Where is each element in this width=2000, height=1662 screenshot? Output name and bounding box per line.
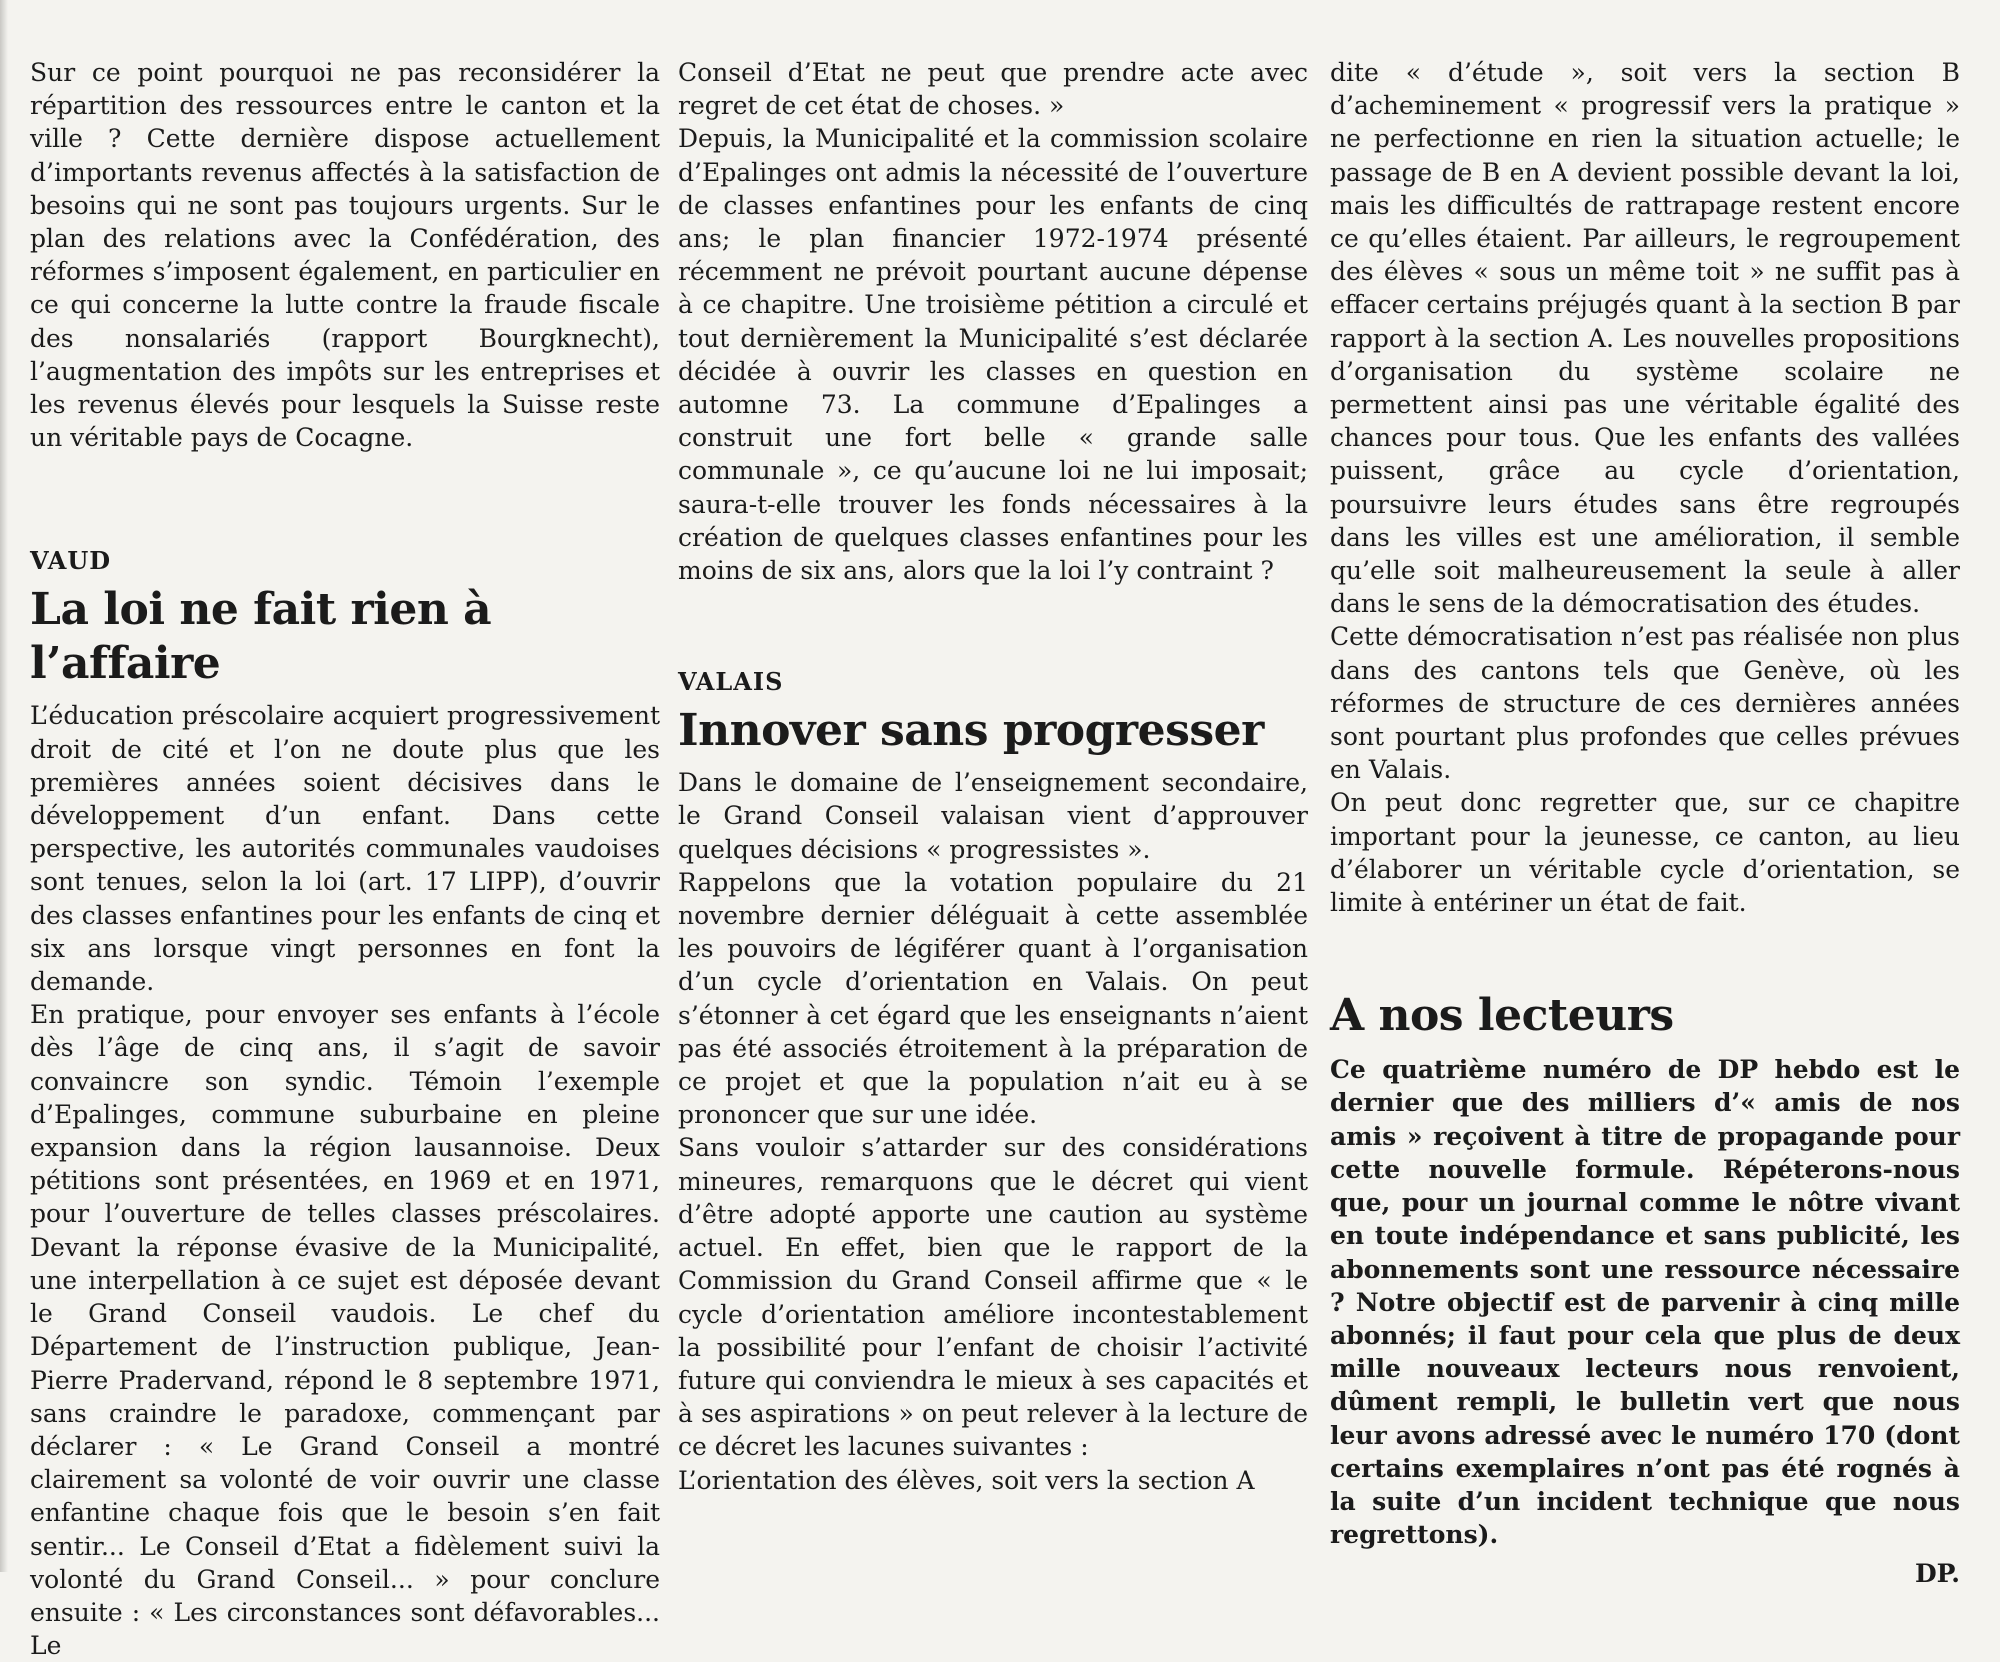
column-1: [30, 56, 660, 1662]
section-label-valais: VALAIS: [678, 667, 784, 697]
valais-paragraph-1: Dans le domaine de l’enseignement secondaire, le Grand Conseil valaisan vient d’approuver quelques décisions « progressistes ».: [678, 768, 1308, 864]
headline-valais: Innover sans progresser: [678, 705, 1264, 757]
valais-paragraph-3: Sans vouloir s’attarder sur des considérations mineures, remarquons que le décret qui vient d’être adopté apporte une caution au système actuel. En effet, bien que le rapport de la Commission du Grand Conseil affirme que « le cycle d’orientation améliore incontestablement la possibilité pour l’enfant de choisir l’activité future qui conviendra le mieux à ses capacités et à ses aspirations » on peut relever à la lecture de ce décret les lacunes suivantes :: [678, 1133, 1308, 1462]
valais-paragraph-4: L’orientation des élèves, soit vers la section A: [678, 1465, 1255, 1495]
valais-paragraph-6: On peut donc regretter que, sur ce chapitre important pour la jeunesse, ce canton, au lieu d’élaborer un véritable cycle d’orientation, se limite à entériner un état de fait.: [1330, 788, 1960, 918]
valais-paragraph-continued: dite « d’étude », soit vers la section B d’acheminement « progressif vers la pratique » ne perfectionne en rien la situation actuelle; le passage de B en A devient possible devant la loi, mais les difficultés de rattrapage restent encore ce qu’elles étaient. Par ailleurs, le regroupement des élèves « sous un même toit » ne suffit pas à effacer certains préjugés quant à la section B par rapport à la section A. Les nouvelles propositions d’organisation du système scolaire ne permettent ainsi pas une véritable égalité des chances pour tous. Que les enfants des vallées puissent, grâce au cycle d’orientation, poursuivre leurs études sans être regroupés dans les villes est une amélioration, il semble qu’elle soit malheureusement la seule à aller dans le sens de la démocratisation des études.: [1330, 58, 1960, 619]
valais-paragraph-5: Cette démocratisation n’est pas réalisée non plus dans des cantons tels que Genève, où les réformes de structure de ces dernières années sont pourtant plus profondes que celles prévues en Valais.: [1330, 622, 1960, 785]
valais-paragraph-2: Rappelons que la votation populaire du 21 novembre dernier déléguait à cette assemblée les pouvoirs de légiférer quant à l’organisation d’un cycle d’orientation en Valais. On peut s’étonner à cet égard que les enseignants n’aient pas été associés étroitement à la préparation de ce projet et que la population n’ait eu à se prononcer que sur une idée.: [678, 867, 1308, 1130]
headline-vaud: La loi ne fait rien à l’affaire: [30, 584, 492, 690]
vaud-paragraph-3: Depuis, la Municipalité et la commission scolaire d’Epalinges ont admis la nécessité de l’ouverture de classes enfantines pour les enfants de cinq ans; le plan financier 1972-1974 présenté récemment ne prévoit pourtant aucune dépense à ce chapitre. Une troisième pétition a circulé et tout dernièrement la Municipalité s’est déclarée décidée à ouvrir les classes en question en automne 73. La commune d’Epalinges a construit une fort belle « grande salle communale », ce qu’aucune loi ne lui imposait; saura-t-elle trouver les fonds nécessaires à la création de quelques classes enfantines pour les moins de six ans, alors que la loi l’y contraint ?: [678, 124, 1308, 586]
readers-notice: Ce quatrième numéro de DP hebdo est le dernier que des milliers d’« amis de nos amis » reçoivent à titre de propagande pour cette nouvelle formule. Répéterons-nous que, pour un journal comme le nôtre vivant en toute indépendance et sans publicité, les abonnements sont une ressource nécessaire ? Notre objectif est de parvenir à cinq mille abonnés; il faut pour cela que plus de deux mille nouveaux lecteurs nous renvoient, dûment rempli, le bulletin vert que nous leur avons adressé avec le numéro 170 (dont certains exemplaires n’ont pas été rognés à la suite d’un incident technique que nous regrettons).: [1330, 1055, 1960, 1550]
vaud-paragraph-1: L’éducation préscolaire acquiert progressivement droit de cité et l’on ne doute plus que les premières années soient décisives dans le développement d’un enfant. Dans cette perspective, les autorités communales vaudoises sont tenues, selon la loi (art. 17 LIPP), d’ouvrir des classes enfantines pour les enfants de cinq et six ans lorsque vingt personnes en font la demande.: [30, 701, 660, 997]
column-3: [1330, 56, 1960, 1588]
column-2: [678, 56, 1308, 1497]
vaud-paragraph-continued: Conseil d’Etat ne peut que prendre acte avec regret de cet état de choses. »: [678, 58, 1308, 121]
vaud-paragraph-2: En pratique, pour envoyer ses enfants à l’école dès l’âge de cinq ans, il s’agit de savoir convaincre son syndic. Témoin l’exemple d’Epalinges, commune suburbaine en pleine expansion dans la région lausannoise. Deux pétitions sont présentées, en 1969 et en 1971, pour l’ouverture de telles classes préscolaires. Devant la réponse évasive de la Municipalité, une interpellation à ce sujet est déposée devant le Grand Conseil vaudois. Le chef du Département de l’instruction publique, Jean-Pierre Pradervand, répond le 8 septembre 1971, sans craindre le paradoxe, commençant par déclarer : « Le Grand Conseil a montré clairement sa volonté de voir ouvrir une classe enfantine chaque fois que le besoin s’en fait sentir... Le Conseil d’Etat a fidèlement suivi la volonté du Grand Conseil... » pour conclure ensuite : « Les circonstances sont défavorables... Le: [30, 1000, 660, 1661]
intro-paragraph: Sur ce point pourquoi ne pas reconsidérer la répartition des ressources entre le canton et la ville ? Cette dernière dispose actuellement d’importants revenus affectés à la satisfaction de besoins qui ne sont pas toujours urgents. Sur le plan des relations avec la Confédération, des réformes s’imposent également, en particulier en ce qui concerne la lutte contre la fraude fiscale des nonsalariés (rapport Bourgknecht), l’augmentation des impôts sur les entreprises et les revenus élevés pour lesquels la Suisse reste un véritable pays de Cocagne.: [30, 58, 660, 453]
page-fold-shadow: [0, 0, 8, 1572]
headline-readers: A nos lecteurs: [1330, 990, 1674, 1042]
section-label-vaud: VAUD: [30, 546, 112, 576]
signature: DP.: [1914, 1559, 1960, 1589]
